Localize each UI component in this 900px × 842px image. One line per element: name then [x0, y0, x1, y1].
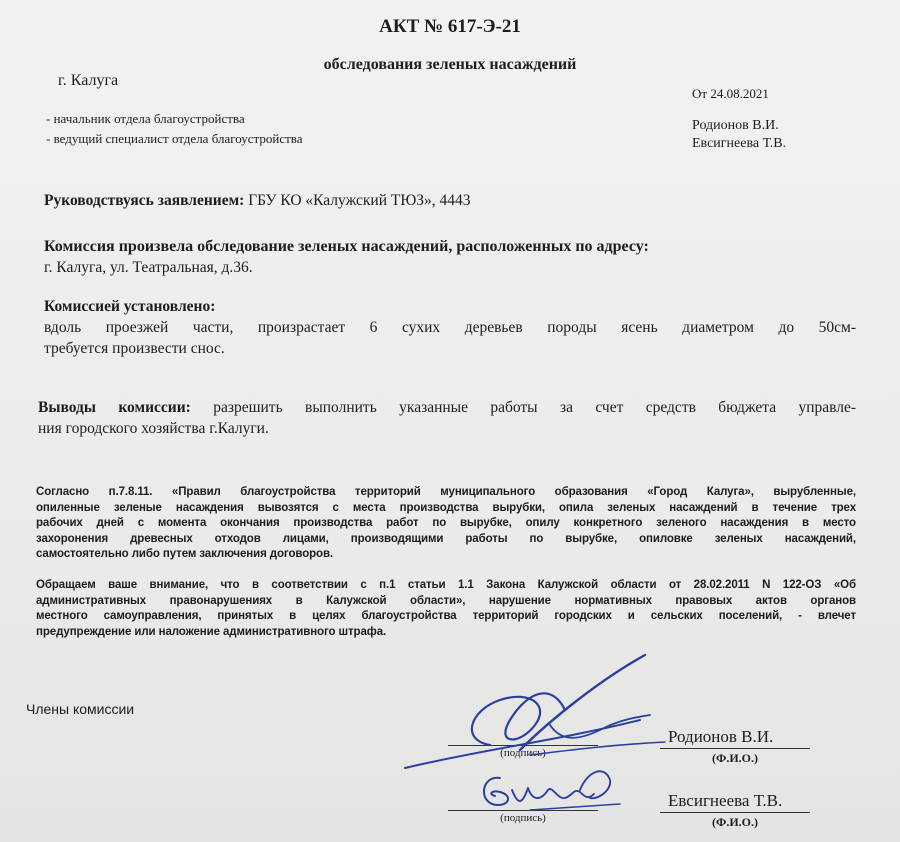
fio-caption-1: (Ф.И.О.)	[712, 751, 758, 765]
rules-line: самостоятельно либо путем заключения договоров.	[36, 548, 334, 560]
fio-line-1	[660, 748, 810, 749]
member-name-1: Родионов В.И.	[668, 727, 774, 746]
notice-line: местного самоуправления, принятых в целях благоустройства территорий городских и сельских поселений, - влечет	[36, 610, 856, 622]
rules-line: рабочих дней с момента окончания производства работ по вырубке, опилу конкретного зеленого насаждения в место	[36, 517, 856, 529]
commission-role-1: - начальник отдела благоустройства	[46, 111, 245, 126]
address-block	[44, 236, 856, 278]
established-line-1: вдоль проезжей части, произрастает 6 сухих деревьев породы ясень диаметром до 50см-	[44, 319, 856, 336]
member-name-2: Евсигнеева Т.В.	[668, 791, 783, 810]
basis-text: ГБУ КО «Калужский ТЮЗ», 4443	[248, 192, 471, 209]
notice-line: административных правонарушениях в Калужской области», нарушение нормативных правовых актов органов	[36, 594, 856, 607]
notice-line: предупреждение или наложение административного штрафа.	[36, 625, 387, 638]
members-label: Члены комиссии	[26, 701, 135, 717]
fio-caption-2: (Ф.И.О.)	[712, 815, 758, 829]
rules-paragraph	[36, 485, 856, 563]
conclusions-label: Выводы комиссии:	[38, 399, 191, 416]
conclusions-line-1: разрешить выполнить указанные работы за счет средств бюджета управле-	[213, 399, 857, 416]
commission-member-2: Евсигнеева Т.В.	[692, 136, 787, 151]
conclusions-line-2: ния городского хозяйства г.Калуги.	[38, 420, 269, 437]
notice-line: Обращаем ваше внимание, что в соответствии с п.1 статьи 1.1 Закона Калужской области от 28.02.2011 N 122-ОЗ «Об	[36, 579, 856, 591]
established-block	[44, 296, 856, 359]
handwritten-signature-2	[470, 760, 630, 820]
address-text: г. Калуга, ул. Театральная, д.36.	[44, 259, 253, 276]
document-title: АКТ № 617-Э-21	[379, 16, 521, 37]
signature-caption-2: (подпись)	[500, 812, 546, 824]
city: г. Калуга	[58, 72, 119, 89]
basis-label: Руководствуясь заявлением:	[44, 192, 245, 209]
document-subtitle: обследования зеленых насаждений	[323, 56, 577, 73]
commission-member-1: Родионов В.И.	[692, 118, 779, 133]
rules-line: опиленные зеленые насаждения вывозятся с места производства вырубки, опила зеленых насаждений в течение трех	[36, 501, 856, 514]
conclusions-block	[38, 397, 856, 439]
rules-line: Согласно п.7.8.11. «Правил благоустройства территорий муниципального образования «Город Калуга», вырубленные,	[36, 486, 856, 498]
basis-line	[44, 190, 856, 211]
commission-role-2: - ведущий специалист отдела благоустройства	[46, 131, 303, 146]
rules-line: захоронения древесных отходов лицами, производящими работы по вырубке, опиловке зеленых насаждений,	[36, 532, 856, 545]
established-label: Комиссией установлено:	[44, 298, 216, 315]
address-label: Комиссия произвела обследование зеленых насаждений, расположенных по адресу:	[44, 238, 649, 255]
notice-paragraph	[36, 578, 856, 640]
signature-caption-1: (подпись)	[500, 747, 546, 759]
document-date: От 24.08.2021	[692, 86, 769, 101]
fio-line-2	[660, 812, 810, 813]
established-line-2: требуется произвести снос.	[44, 340, 225, 357]
